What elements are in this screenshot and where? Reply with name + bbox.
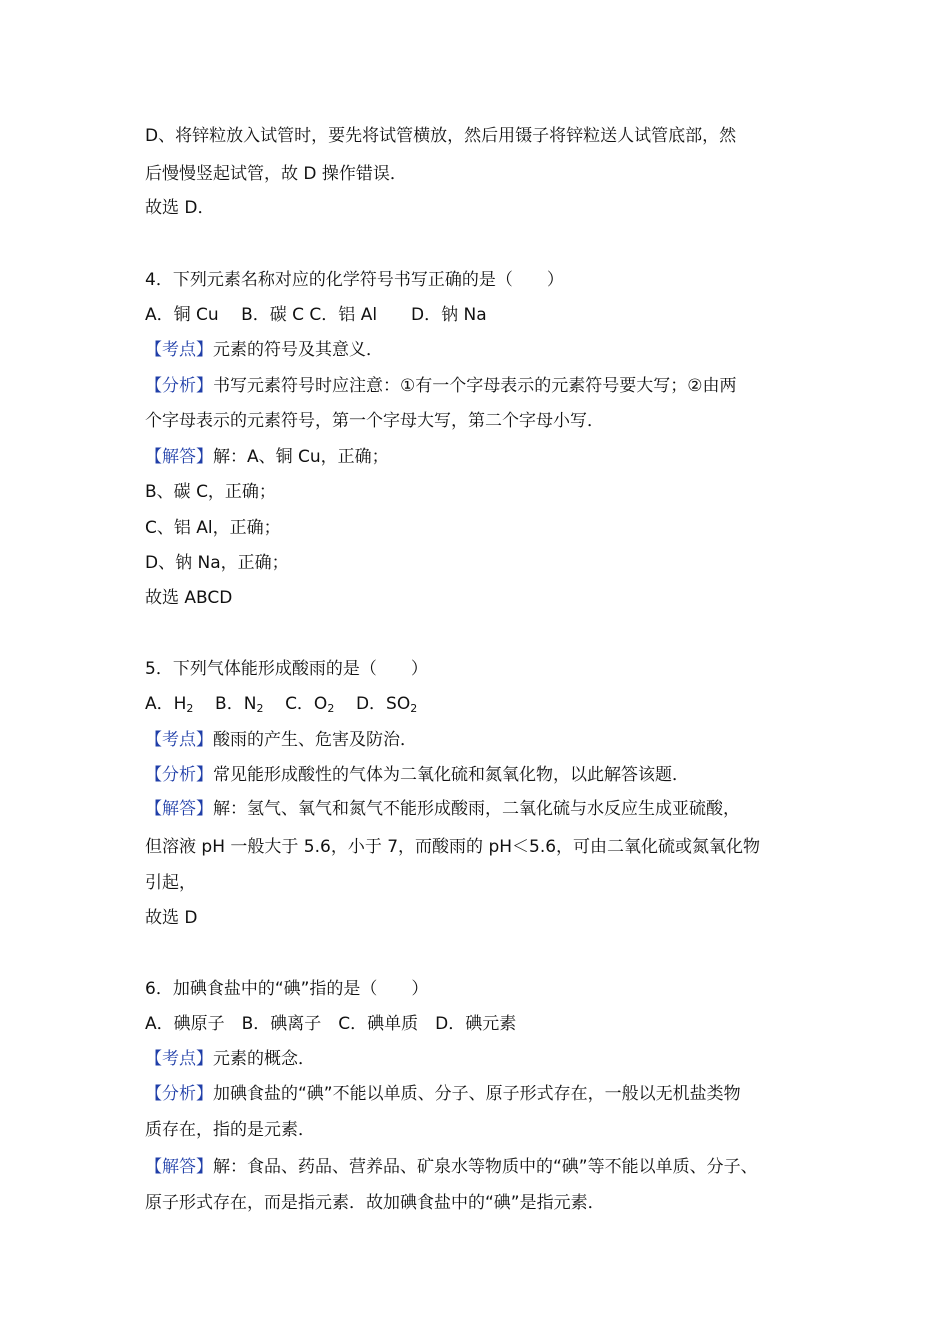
jieda-text: 解：氢气、氧气和氮气不能形成酸雨，二氧化硫与水反应生成亚硫酸，: [213, 799, 740, 819]
q4-b: B、碳 C，正确；: [145, 482, 276, 502]
jieda-tag: 【解答】: [145, 799, 213, 819]
q4-stem: 4．下列元素名称对应的化学符号书写正确的是（ ）: [145, 270, 564, 290]
kaodian-tag: 【考点】: [145, 340, 213, 360]
prev-d-line1: D、将锌粒放入试管时，要先将试管横放，然后用镊子将锌粒送人试管底部，然: [145, 126, 737, 146]
q4-kaodian: [145, 338, 383, 362]
fenxi-text: 书写元素符号时应注意：①有一个字母表示的元素符号要大写；②由两: [213, 376, 737, 396]
q4-jieda: [145, 445, 389, 469]
jieda-text: 解：食品、药品、营养品、矿泉水等物质中的“碘”等不能以单质、分子、: [213, 1157, 758, 1177]
q5-stem: 5．下列气体能形成酸雨的是（ ）: [145, 659, 428, 679]
q5-fenxi: [145, 763, 689, 787]
q4-d: D、钠 Na，正确；: [145, 553, 289, 573]
q6-jieda: [145, 1155, 758, 1179]
fenxi-tag: 【分析】: [145, 1084, 213, 1104]
q5-kaodian: [145, 728, 417, 752]
q6-fenxi: [145, 1082, 741, 1106]
q4-answer: 故选 ABCD: [145, 588, 233, 608]
q4-fenxi-line2: 个字母表示的元素符号，第一个字母大写，第二个字母小写．: [145, 411, 604, 431]
q5-jieda: [145, 797, 740, 821]
q5-options: [145, 692, 417, 716]
fenxi-text: 加碘食盐的“碘”不能以单质、分子、原子形式存在，一般以无机盐类物: [213, 1084, 741, 1104]
q5-jieda-line3: 引起，: [145, 873, 196, 893]
q5-opt-a: A．$H_2$: [145, 694, 194, 715]
q5-opt-b: B．$N_2$: [215, 694, 264, 715]
kaodian-text: 元素的概念．: [213, 1049, 315, 1069]
q6-fenxi-line2: 质存在，指的是元素．: [145, 1120, 315, 1140]
kaodian-text: 元素的符号及其意义．: [213, 340, 383, 360]
kaodian-tag: 【考点】: [145, 730, 213, 750]
q6-kaodian: [145, 1047, 315, 1071]
q6-options: A．碘原子 B．碘离子 C．碘单质 D．碘元素: [145, 1014, 517, 1034]
q4-options: A．铜 Cu B．碳 C C．铝 Al D．钠 Na: [145, 305, 487, 325]
jieda-text: 解：A、铜 Cu，正确；: [213, 447, 389, 467]
fenxi-text: 常见能形成酸性的气体为二氧化硫和氮氧化物，以此解答该题．: [213, 765, 689, 785]
q4-fenxi: [145, 374, 736, 398]
q5-answer: 故选 D: [145, 908, 198, 928]
q6-stem: 6．加碘食盐中的“碘”指的是（ ）: [145, 979, 429, 999]
q5-opt-c: C．$O_2$: [285, 694, 335, 715]
q5-jieda-line2: 但溶液 pH 一般大于 5.6，小于 7，而酸雨的 pH＜5.6，可由二氧化硫或氮氧化物: [145, 837, 761, 857]
jieda-tag: 【解答】: [145, 447, 213, 467]
q6-jieda-line2: 原子形式存在，而是指元素．故加碘食盐中的“碘”是指元素．: [145, 1193, 605, 1213]
fenxi-tag: 【分析】: [145, 376, 213, 396]
q5-opt-d: D．$SO_2$: [355, 694, 418, 715]
kaodian-tag: 【考点】: [145, 1049, 213, 1069]
prev-answer: 故选 D．: [145, 198, 215, 218]
kaodian-text: 酸雨的产生、危害及防治．: [213, 730, 417, 750]
prev-d-line2: 后慢慢竖起试管，故 D 操作错误．: [145, 164, 407, 184]
jieda-tag: 【解答】: [145, 1157, 213, 1177]
fenxi-tag: 【分析】: [145, 765, 213, 785]
q4-c: C、铝 Al，正确；: [145, 518, 281, 538]
